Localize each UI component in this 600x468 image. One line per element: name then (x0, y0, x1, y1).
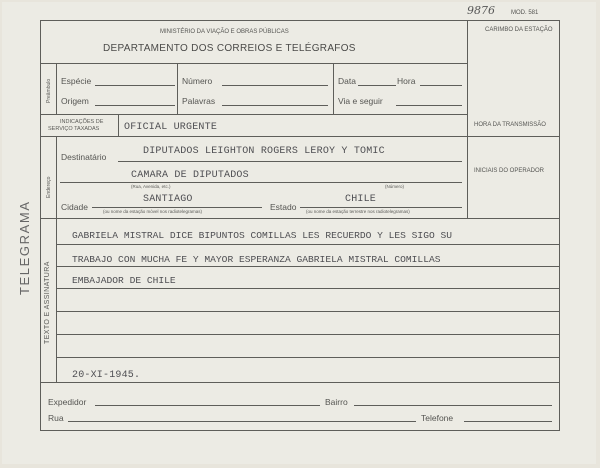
text-bottom (40, 382, 560, 383)
frame-right (559, 20, 560, 431)
cidade-field (92, 207, 262, 208)
address-bottom (40, 218, 560, 219)
telefone-label: Telefone (421, 413, 454, 423)
estado-label: Estado (270, 202, 297, 212)
frame-left (40, 20, 41, 431)
address-left (56, 136, 57, 218)
expedidor-field (95, 405, 320, 406)
via-field (396, 105, 462, 106)
destinatario-value: DIPUTADOS LEIGHTON ROGERS LEROY Y TOMIC (143, 146, 385, 157)
text-line-6 (57, 357, 559, 358)
via-label: Via e seguir (338, 96, 383, 106)
indications-label-2: SERVIÇO TAXADAS (48, 126, 100, 132)
operator-initials-label: INICIAIS DO OPERADOR (474, 168, 545, 174)
text-line-5 (57, 334, 559, 335)
preamble-divider-1 (177, 63, 178, 114)
origem-label: Origem (61, 96, 89, 106)
origem-field (95, 105, 175, 106)
message-date: 20-XI-1945. (72, 370, 141, 381)
especie-label: Espécie (61, 76, 92, 86)
message-line: GABRIELA MISTRAL DICE BIPUNTOS COMILLAS LES RECUERDO Y LES SIGO SU (72, 230, 452, 241)
form-model: MOD. 581 (511, 10, 539, 16)
text-line-1 (57, 244, 559, 245)
stamp-box-label: CARIMBO DA ESTAÇÃO (485, 27, 553, 33)
hora-label: Hora (397, 76, 416, 86)
preamble-section-label: Preâmbulo (46, 78, 52, 103)
text-line-4 (57, 311, 559, 312)
preamble-top (40, 63, 467, 64)
estado-hint: (ou nome da estação terrestre nos radiotelegramas) (306, 209, 410, 214)
street-value: CAMARA DE DIPUTADOS (131, 170, 249, 181)
indications-bottom (40, 136, 467, 137)
frame-top (40, 20, 560, 21)
preamble-divider-2 (333, 63, 334, 114)
indications-value: OFICIAL URGENTE (124, 122, 218, 133)
telegram-side-title: TELEGRAMA (17, 200, 32, 295)
bairro-label: Bairro (325, 397, 348, 407)
palavras-field (222, 105, 328, 106)
street-hint: (Rua, Avenida, etc.) (131, 184, 171, 189)
estado-value: CHILE (345, 194, 377, 205)
rua-label: Rua (48, 413, 64, 423)
expedidor-label: Expedidor (48, 397, 87, 407)
transmission-time-label: HORA DA TRANSMISSÃO (474, 122, 546, 128)
hora-field (420, 85, 462, 86)
numero-label: Número (182, 76, 213, 86)
address-section-label: Endereço (46, 176, 52, 198)
destinatario-label: Destinatário (61, 152, 107, 162)
text-section-label: TEXTO E ASSINATURA (44, 261, 51, 344)
data-field (358, 85, 396, 86)
bairro-field (354, 405, 552, 406)
message-line: TRABAJO CON MUCHA FE Y MAYOR ESPERANZA GABRIELA MISTRAL COMILLAS (72, 254, 441, 265)
estado-field (300, 207, 462, 208)
cidade-hint: (ou nome da estação móvel nos radiotelegramas) (103, 209, 203, 214)
cidade-label: Cidade (61, 202, 88, 212)
indications-label-1: INDICAÇÕES DE (60, 119, 104, 125)
archive-number: 9876 (467, 4, 495, 17)
especie-field (95, 85, 175, 86)
frame-bottom (40, 430, 560, 431)
numero-field (222, 85, 328, 86)
palavras-label: Palavras (182, 96, 216, 106)
preamble-left (56, 63, 57, 114)
text-line-2 (57, 266, 559, 267)
data-label: Data (338, 76, 356, 86)
destinatario-field (118, 161, 462, 162)
street-field (60, 182, 462, 183)
ministry-title: MINISTÉRIO DA VIAÇÃO E OBRAS PÚBLICAS (160, 29, 289, 35)
telefone-field (464, 421, 552, 422)
right-column-divider (467, 20, 468, 218)
message-line: EMBAJADOR DE CHILE (72, 275, 176, 286)
transmission-divider (467, 136, 559, 137)
indications-divider (118, 114, 119, 136)
preamble-bottom (40, 114, 467, 115)
cidade-value: SANTIAGO (143, 194, 193, 205)
rua-field (68, 421, 416, 422)
department-title: DEPARTAMENTO DOS CORREIOS E TELÉGRAFOS (103, 43, 356, 54)
number-hint: (Número) (385, 184, 405, 189)
text-line-3 (57, 288, 559, 289)
